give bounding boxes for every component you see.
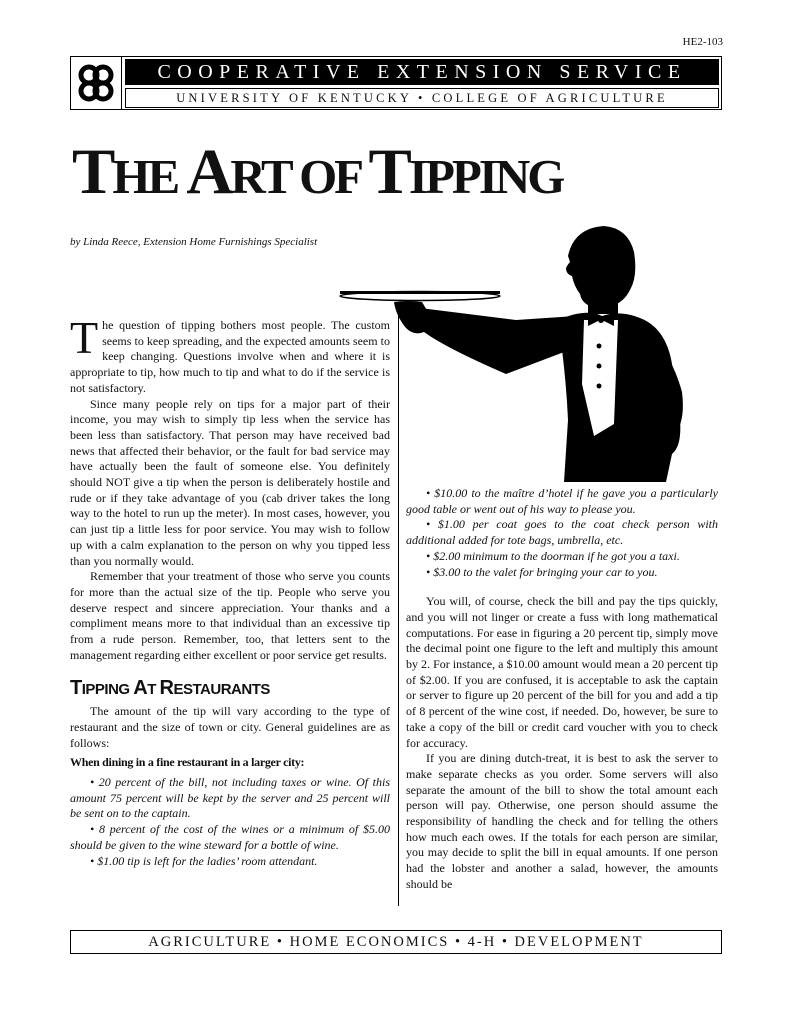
body-paragraph: Remember that your treatment of those who serve you counts for more than the actual size of the tip. People who serve you deserve respect and sincere appreciation. Your thanks and a compliment means more to that individual than an excessive tip from a rude person. Remember, too, that letters sent to the management regarding either excellent or poor service get results. xyxy=(70,569,390,662)
list-item: • $10.00 to the maître d’hotel if he gave you a particularly good table or went out of his way to please you. xyxy=(406,486,718,516)
org-name: COOPERATIVE EXTENSION SERVICE xyxy=(125,59,719,85)
body-paragraph: If you are dining dutch-treat, it is best to ask the server to make separate checks as you order. Some servers will also separate the amount of the bill to show the total amount each person will pay. Otherwise, one person should assume the responsibility of handling the check and for telling the others how much each owes. If the totals for each person are similar, you may decide to split the bill in equal amounts. If one person had the lobster and another a salad, however, the amounts should be xyxy=(406,751,718,891)
body-paragraph: The amount of the tip will vary according to the type of restaurant and the size of town or city. General guidelines are as follows: xyxy=(70,704,390,750)
affiliation: UNIVERSITY OF KENTUCKY • COLLEGE OF AGRICULTURE xyxy=(125,88,719,108)
section-heading: TIPPING AT RESTAURANTS xyxy=(70,677,270,700)
list-item: • 20 percent of the bill, not including taxes or wine. Of this amount 75 percent will be kept by the server and 25 percent will be sent on to the captain. xyxy=(70,774,390,821)
list-item: • 8 percent of the cost of the wines or a minimum of $5.00 should be given to the wine steward for a bottle of wine. xyxy=(70,822,390,852)
list-item: • $2.00 minimum to the doorman if he got you a taxi. xyxy=(426,548,680,563)
footer-banner: AGRICULTURE • HOME ECONOMICS • 4-H • DEVELOPMENT xyxy=(70,930,722,954)
list-item: • $3.00 to the valet for bringing your car to you. xyxy=(426,564,658,579)
column-divider xyxy=(398,316,399,906)
right-column xyxy=(406,486,718,893)
list-item: • $1.00 per coat goes to the coat check person with additional added for tote bags, umbrella, etc. xyxy=(406,517,718,548)
drop-cap: T xyxy=(70,312,99,363)
byline: by Linda Reece, Extension Home Furnishings Specialist xyxy=(70,236,318,248)
page-title: THE ART OF TIPPING xyxy=(72,136,563,208)
left-column xyxy=(70,312,390,869)
body-paragraph: Since many people rely on tips for a major part of their income, you may wish to simply tip less when the service has been less than satisfactory. That person may have received bad news that affected their behavior, or the fault for bad service may have actually been the fault of someone else. You definitely should NOT give a tip when the person is deliberately hostile and rude or if they take advantage of you (cab driver takes the long way to the hotel to run up the meter). In most cases, however, you can just tip a little less for poor service. You may wish to follow up with a calm explanation to the person on why you tipped less than you normally would. xyxy=(70,396,390,568)
publication-number: HE2-103 xyxy=(682,36,723,48)
masthead xyxy=(70,56,722,110)
cooperative-extension-logo-icon xyxy=(71,57,122,109)
intro-paragraph: The question of tipping bothers most people. The custom seems to keep spreading, and the expected amounts seem to keep changing. Questions involve when and where it is appropriate to tip, how much to tip and what to do if the service is not satisfactory. xyxy=(70,312,390,395)
body-paragraph: You will, of course, check the bill and pay the tips quickly, and you will not linger or create a fuss with long mathematical computations. For ease in figuring a 20 percent tip, simply move the decimal point one figure to the left and multiply this amount by 2. For instance, a $10.00 amount would mean a 20 percent tip of $2.00. If you are confused, it is acceptable to ask the captain or server to figure up 20 percent of the bill for you and add a tip of 8 percent of the wine cost, if needed. Do, however, be sure to take a copy of the bill or credit card voucher with you to check for accuracy. xyxy=(406,594,718,750)
list-item: • $1.00 tip is left for the ladies’ room attendant. xyxy=(90,853,318,868)
waiter-silhouette-icon xyxy=(336,224,726,486)
subheading: When dining in a fine restaurant in a larger city: xyxy=(70,755,305,770)
